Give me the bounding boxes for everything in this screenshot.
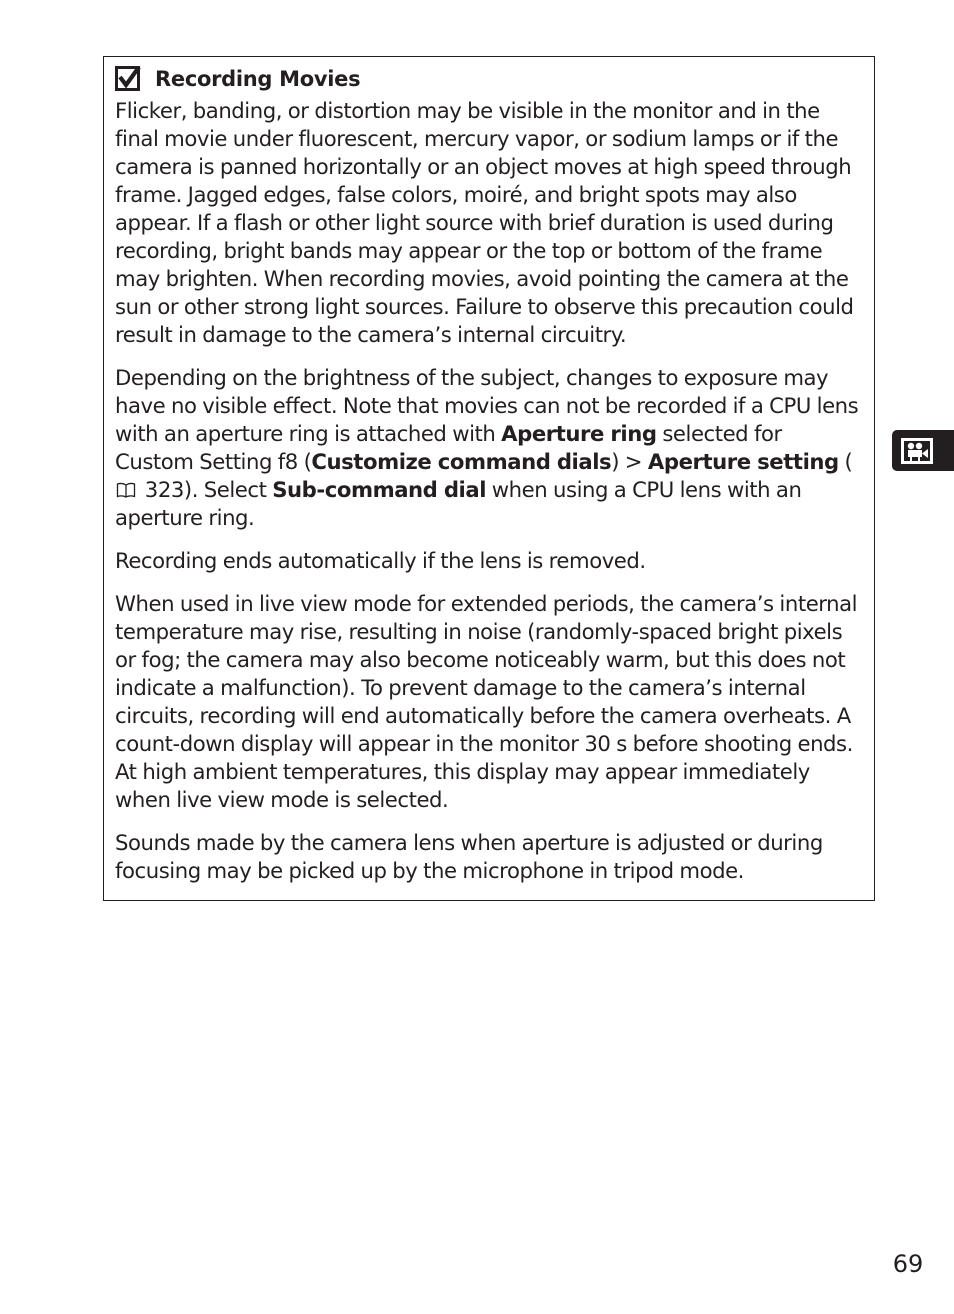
para2-text-2: selected for Custom Setting f8 (	[115, 421, 782, 474]
paragraph-flicker: Flicker, banding, or distortion may be visible in the monitor and in the final movie under fluorescent, mercury vapor, or sodium lamps or if the camera is panned horizontally or an object moves at high speed through frame. Jagged edges, false colors, moiré, and bright spots may also appear. If a flash or other light source with brief duration is used during recording, bright bands may appear or the top or bottom of the frame may brighten. When recording movies, avoid pointing the camera at the sun or other strong light sources. Failure to observe this precaution could result in damage to the camera’s internal circuitry.	[115, 98, 854, 347]
note-header	[115, 61, 862, 97]
paragraph-exposure	[115, 364, 862, 532]
para2-text-3: ) >	[611, 449, 648, 474]
paragraph-sounds: Sounds made by the camera lens when aperture is adjusted or during focusing may be picked up by the microphone in tripod mode.	[115, 830, 823, 883]
para2-text-5: 323). Select	[139, 477, 273, 502]
customize-command-dials-term: Customize command dials	[311, 449, 612, 474]
para2-text-4: (	[838, 449, 853, 474]
sub-command-dial-term: Sub-command dial	[272, 477, 487, 502]
book-icon	[116, 482, 136, 498]
note-title: Recording Movies	[155, 67, 361, 91]
page-number: 69	[892, 1250, 924, 1278]
aperture-ring-term: Aperture ring	[501, 421, 657, 446]
aperture-setting-term: Aperture setting	[647, 449, 839, 474]
para2-text-6: when using a CPU lens with an aperture ring.	[115, 477, 802, 530]
recording-movies-note	[103, 56, 875, 901]
checkmark-box-icon	[115, 66, 141, 92]
paragraph-lens-removed: Recording ends automatically if the lens is removed.	[115, 548, 646, 573]
para2-text-1: Depending on the brightness of the subject, changes to exposure may have no visible effect. Note that movies can not be recorded if a CPU lens with an aperture ring is attached with	[115, 365, 859, 446]
movie-section-tab	[892, 430, 954, 471]
movie-camera-icon	[900, 437, 934, 465]
paragraph-temperature: When used in live view mode for extended periods, the camera’s internal temperature may rise, resulting in noise (randomly-spaced bright pixels or fog; the camera may also become noticeably warm, but this does not indicate a malfunction). To prevent damage to the camera’s internal circuits, recording will end automatically before the camera overheats. A count-down display will appear in the monitor 30 s before shooting ends. At high ambient temperatures, this display may appear immediately when live view mode is selected.	[115, 591, 858, 812]
